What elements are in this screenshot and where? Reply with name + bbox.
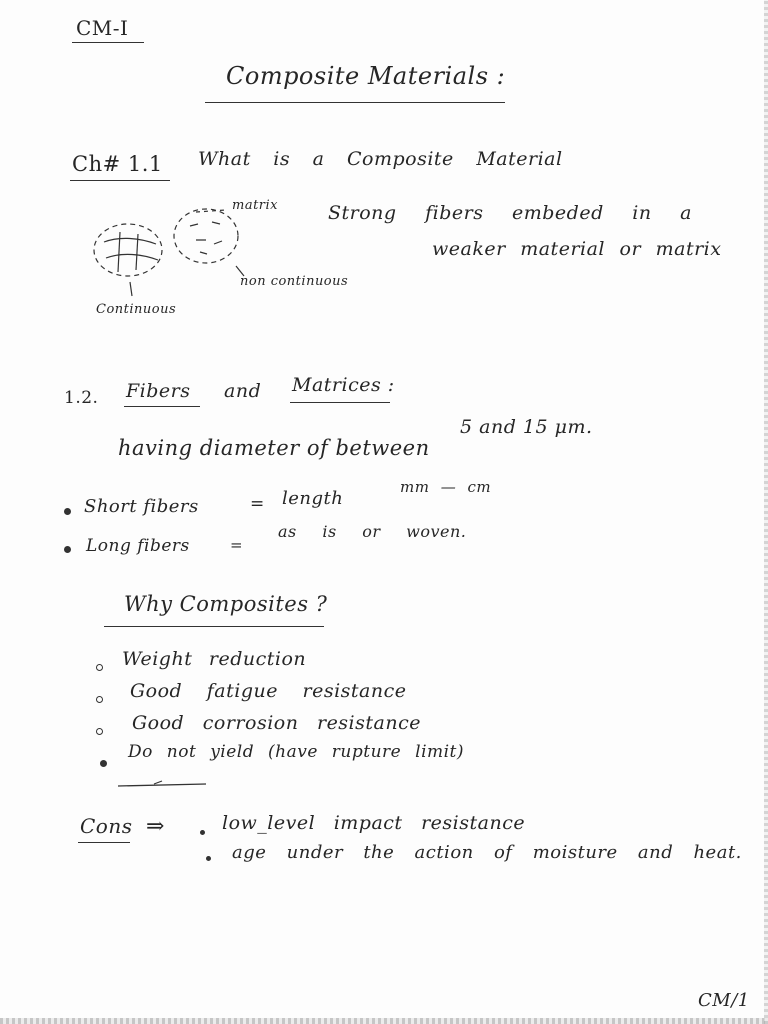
why-item-1: Weight reduction	[122, 648, 307, 670]
why-composites-heading: Why Composites ?	[124, 592, 328, 616]
diameter-values: 5 and 15 μm.	[460, 416, 593, 438]
long-fibers-value: as is or woven.	[278, 522, 467, 541]
matrix-label: matrix	[232, 198, 279, 213]
section-1-2-heading-matrices: Matrices :	[292, 374, 395, 396]
long-fibers-label: Long fibers	[86, 536, 190, 556]
short-fibers-label: Short fibers	[84, 496, 199, 517]
section-1-2-number: 1.2.	[64, 388, 99, 408]
short-fibers-eq: =	[250, 494, 265, 514]
page-number-mark: CM/1	[698, 990, 750, 1011]
non-continuous-label: non continuous	[240, 274, 349, 289]
section-1-2-heading-fibers: Fibers	[126, 380, 191, 402]
cons-arrow: ⇒	[146, 814, 165, 839]
cons-underline	[78, 842, 130, 843]
why-item-3: Good corrosion resistance	[132, 712, 421, 734]
cons-item-1: low_level impact resistance	[222, 812, 526, 834]
why-item-2: Good fatigue resistance	[130, 680, 407, 702]
section-1-2-heading-and: and	[224, 380, 262, 402]
cons-bullet-2	[206, 856, 211, 861]
section-1-1-number: Ch# 1.1	[72, 152, 163, 176]
scan-edge-bottom	[0, 1018, 768, 1024]
diameter-line: having diameter of between	[118, 436, 430, 460]
cons-bullet-1	[200, 830, 205, 835]
cons-item-2: age under the action of moisture and heat.	[232, 842, 742, 863]
why-item-4: Do not yield (have rupture limit)	[128, 742, 465, 762]
page-tag: CM-I	[76, 16, 129, 40]
page-title: Composite Materials :	[226, 62, 506, 90]
scan-edge-right	[764, 0, 768, 1024]
section-1-1-heading: What is a Composite Material	[198, 148, 563, 170]
definition-line-2: weaker material or matrix	[432, 238, 722, 260]
definition-line-1: Strong fibers embeded in a	[328, 202, 692, 224]
short-fibers-range: mm — cm	[400, 478, 492, 496]
long-fibers-eq: =	[230, 536, 244, 554]
short-fibers-length: length	[282, 488, 344, 509]
cons-label: Cons	[80, 814, 133, 838]
continuous-label: Continuous	[96, 302, 177, 317]
